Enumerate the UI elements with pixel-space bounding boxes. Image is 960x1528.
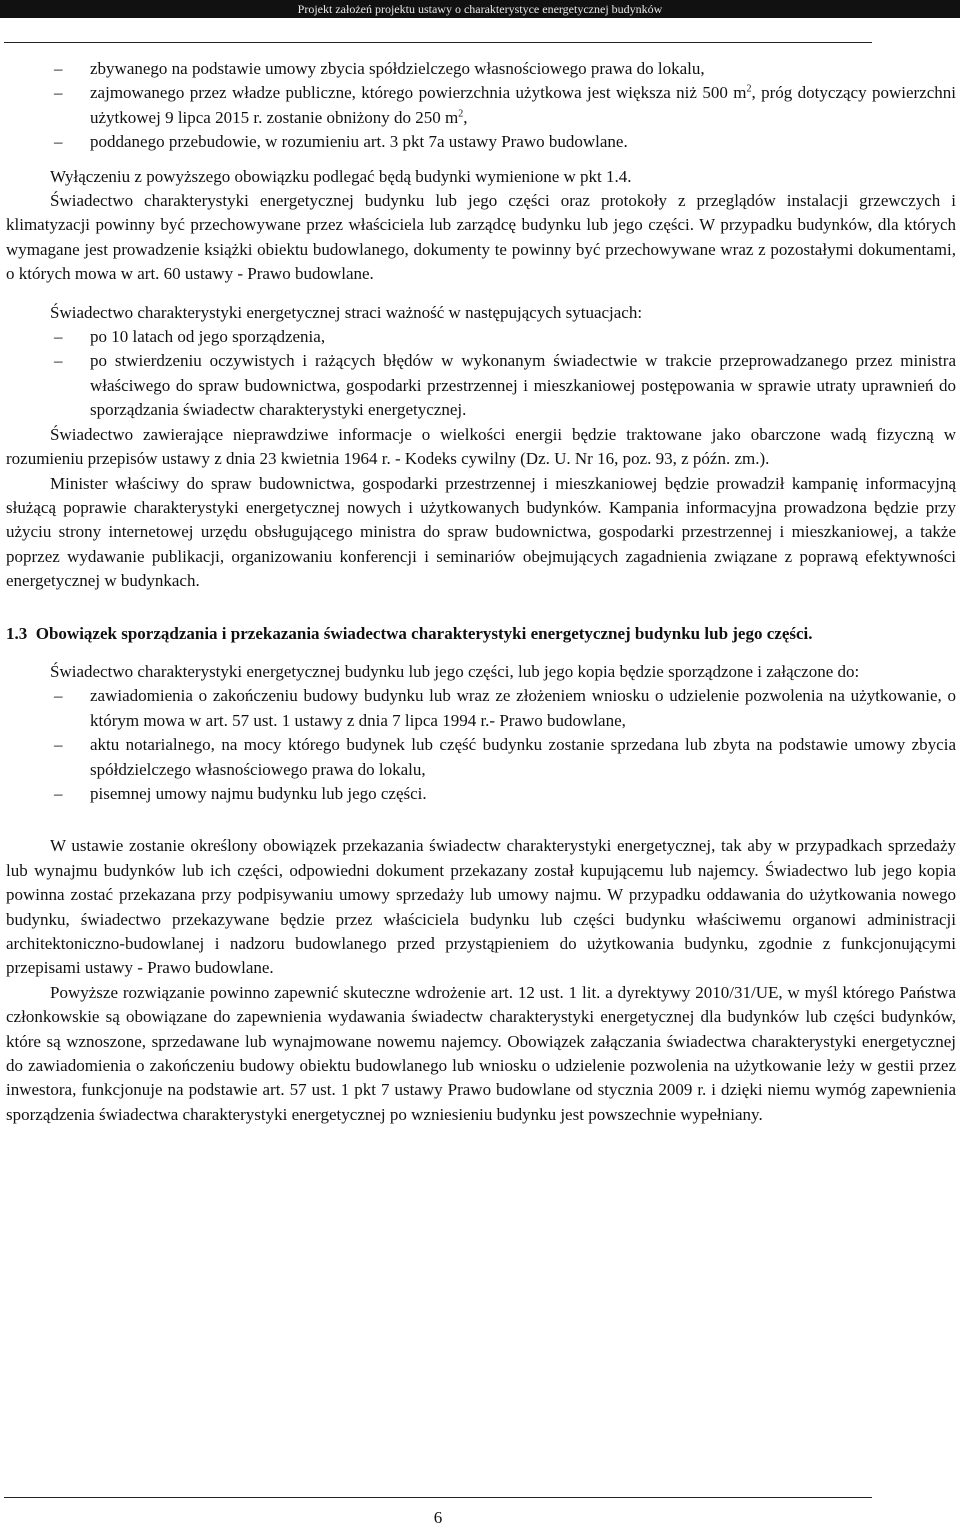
section-number: 1.3: [6, 623, 28, 643]
exclusion-paragraph: Wyłączeniu z powyższego obowiązku podlegać będą budynki wymienione w pkt 1.4.: [50, 166, 632, 186]
document-body: [6, 57, 956, 1127]
validity-intro: Świadectwo charakterystyki energetycznej straci ważność w następujących sytuacjach:: [50, 302, 643, 322]
attach-dash-list: [6, 684, 956, 806]
footer-divider: [4, 1497, 872, 1498]
storage-paragraph: Świadectwo charakterystyki energetycznej budynku lub jego części oraz protokoły z przeglądów instalacji grzewczych i klimatyzacji powinny być przechowywane przez właściciela lub zarządcę budynku lub jego części. W przypadku budynków, dla których wymagane jest prowadzenie książki obiektu budowlanego, dokumenty te powinny być przechowywane wraz z pozostałymi dokumentami, o których mowa w art. 60 ustawy - Prawo budowlane.: [6, 191, 956, 284]
list-item: – po stwierdzeniu oczywistych i rażących błędów w wykonanym świadectwie w trakcie przeprowadzanego przez ministra właściwego do spraw budownictwa, gospodarki przestrzennej i mieszkaniowej postępowania w sprawie utraty uprawnień do sporządzania świadectw charakterystyki energetycznej.: [6, 349, 956, 422]
running-header: [0, 0, 960, 18]
list-item: – zawiadomienia o zakończeniu budowy budynku lub wraz ze złożeniem wniosku o udzielenie pozwolenia na użytkowanie, o którym mowa w art. 57 ust. 1 ustawy z dnia 7 lipca 1994 r.- Prawo budowlane,: [6, 684, 956, 733]
transfer-paragraph: W ustawie zostanie określony obowiązek przekazania świadectw charakterystyki energetycznej, tak aby w przypadkach sprzedaży lub wynajmu budynków lub ich części, odpowiedni dokument przekazany został kupującemu lub najemcy. Świadectwo lub jego kopia powinna zostać przekazana przy podpisywaniu umowy sprzedaży lub umowy najmu. W przypadku oddawania do użytkowania nowego budynku, świadectwo przekazywane będzie przez właściciela budynku lub części budynku właściwemu organowi administracji architektoniczno-budowlanej i nadzoru budowlanego przed przystąpieniem do użytkowania budynku, zgodnie z funkcjonującymi przepisami ustawy - Prawo budowlane.: [6, 836, 956, 978]
validity-dash-list: [6, 325, 956, 423]
defect-paragraph: Świadectwo zawierające nieprawdziwe informacje o wielkości energii będzie traktowane jako obarczone wadą fizyczną w rozumieniu przepisów ustawy z dnia 23 kwietnia 1964 r. - Kodeks cywilny (Dz. U. Nr 16, poz. 93, z późn. zm.).: [6, 424, 956, 469]
attach-intro: Świadectwo charakterystyki energetycznej budynku lub jego części, lub jego kopia będzie sporządzone i załączone do:: [50, 661, 860, 681]
list-item: – po 10 latach od jego sporządzenia,: [6, 325, 956, 349]
section-heading: [6, 622, 956, 646]
section-title: Obowiązek sporządzania i przekazania świadectwa charakterystyki energetycznej budynku lub jego części.: [35, 623, 813, 643]
list-item: – aktu notarialnego, na mocy którego budynek lub część budynku zostanie sprzedana lub zbyta na podstawie umowy zbycia spółdzielczego własnościowego prawa do lokalu,: [6, 733, 956, 782]
list-item: – poddanego przebudowie, w rozumieniu art. 3 pkt 7a ustawy Prawo budowlane.: [6, 130, 956, 154]
page-number: 6: [433, 1508, 443, 1527]
campaign-paragraph: Minister właściwy do spraw budownictwa, gospodarki przestrzennej i mieszkaniowej będzie prowadził kampanię informacyjną służącą poprawie charakterystyki energetycznej nowych i użytkowanych budynków. Kampania informacyjna prowadzona będzie przy użyciu strony internetowej urzędu obsługującego ministra do spraw budownictwa, gospodarki przestrzennej i mieszkaniowej, a także poprzez wydawanie publikacji, organizowaniu konferencji i seminariów obejmujących zagadnienia związane z poprawą efektywności energetycznej w budynkach.: [6, 473, 956, 591]
top-dash-list: [6, 57, 956, 155]
list-item: – zajmowanego przez władze publiczne, którego powierzchnia użytkowa jest większa niż 500 $m^2$, próg dotyczący powierzchni użytkowej 9 lipca 2015 r. zostanie obniżony do 250 $m^2$,: [6, 81, 956, 130]
list-item: – pisemnej umowy najmu budynku lub jego części.: [6, 782, 956, 806]
header-title: Projekt założeń projektu ustawy o charakterystyce energetycznej budynków: [297, 2, 663, 16]
header-divider: [4, 42, 872, 43]
directive-paragraph: Powyższe rozwiązanie powinno zapewnić skuteczne wdrożenie art. 12 ust. 1 lit. a dyrektywy 2010/31/UE, w myśl którego Państwa członkowskie są obowiązane do zapewnienia wydawania świadectw charakterystyki energetycznej dla budynków lub części budynków, które są wznoszone, sprzedawane lub wynajmowane nowemu najemcy. Obowiązek załączania świadectwa charakterystyki energetycznej do zawiadomienia o zakończeniu budowy obiektu budowlanego lub wniosku o udzielenie pozwolenia na użytkowanie leży w gestii przez inwestora, funkcjonuje na podstawie art. 57 ust. 1 pkt 7 ustawy Prawo budowlane od stycznia 2009 r. i dzięki niemu wymóg zapewnienia sporządzenia świadectwa charakterystyki energetycznej po wzniesieniu budynku jest powszechnie wypełniany.: [6, 982, 956, 1124]
list-item: – zbywanego na podstawie umowy zbycia spółdzielczego własnościowego prawa do lokalu,: [6, 57, 956, 81]
